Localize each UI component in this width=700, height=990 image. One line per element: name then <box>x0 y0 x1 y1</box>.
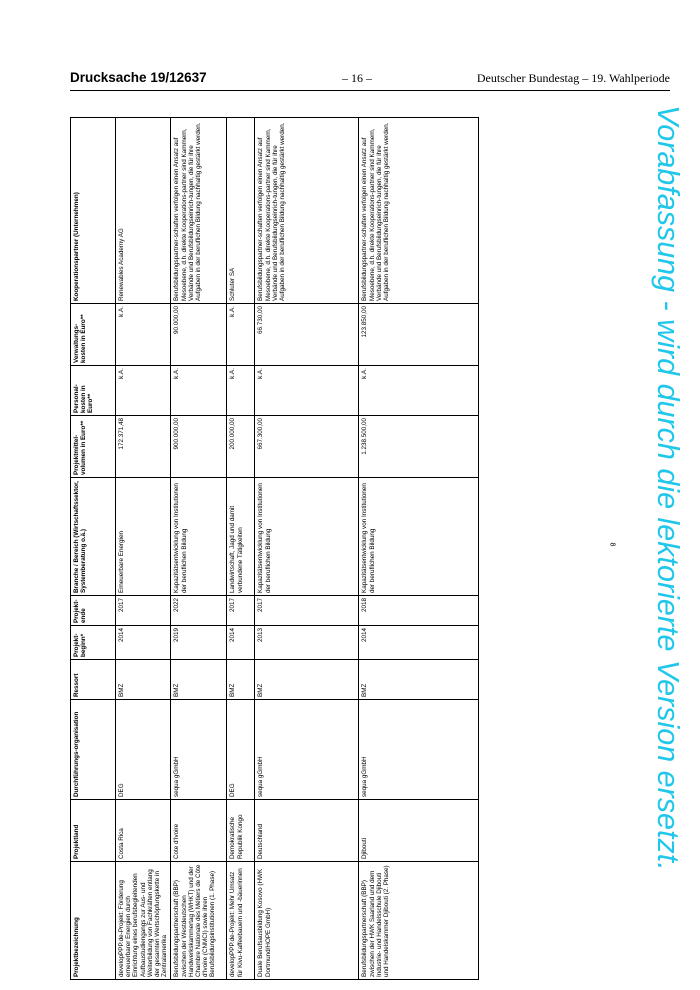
cell-verwaltung: k.A. <box>227 304 255 366</box>
cell-name: Berufsbildungspartnerschaft (BBP) zwischen der HWK Saarland und dem Industrie- und Handelsschule Djibouti und Handelskammer Djibouti (2. Phase) <box>359 862 479 980</box>
cell-ressort: BMZ <box>171 660 227 700</box>
cell-land: Deutschland <box>255 800 359 862</box>
cell-personal: k.A. <box>227 366 255 416</box>
cell-name: Duale Berufsausbildung Kosovo (HWK Dortmund/HOPE GmbH) <box>255 862 359 980</box>
col-verwaltungskosten: Verwaltungs-kosten in Euro** <box>71 304 116 366</box>
cell-org: DEG <box>116 700 171 800</box>
cell-verwaltung: 123.850,00 <box>359 304 479 366</box>
table-row <box>227 118 255 980</box>
cell-branche: Kapazitätsentwicklung von Institutionen der beruflichen Bildung <box>171 478 227 596</box>
cell-verwaltung: 90.000,00 <box>171 304 227 366</box>
rotated-page-number: 8 <box>608 542 616 547</box>
table-row <box>359 118 479 980</box>
cell-branche: Landwirtschaft, Jagd und damit verbundene Tätigkeiten <box>227 478 255 596</box>
cell-partner: Berufsbildungspartner-schaften verfolgen einen Ansatz auf Mesoebene, d.h. direkte Kooperations-partner sind Kammern, Verbände und Berufsbildungseinrich-tungen, die für ihre Aufgaben in der beruflichen Bildung nachhaltig gestärkt werden. <box>359 118 479 304</box>
cell-name: developPPP.de-Projekt: Mehr Umsatz für Kivu-Kaffeebauern und -bäuerinnen <box>227 862 255 980</box>
col-ressort: Ressort <box>71 660 116 700</box>
cell-ressort: BMZ <box>255 660 359 700</box>
cell-branche: Erneuerbare Energien <box>116 478 171 596</box>
parliament-period: Deutscher Bundestag – 19. Wahlperiode <box>476 71 670 85</box>
cell-verwaltung: k.A. <box>116 304 171 366</box>
col-projektbezeichnung: Projektbezeichnung <box>71 862 116 980</box>
col-kooperationspartner: Kooperationspartner (Unternehmen) <box>71 118 116 304</box>
cell-beginn: 2014 <box>227 626 255 660</box>
col-durchfuehrungsorganisation: Durchführungs-organisation <box>71 700 116 800</box>
cell-personal: k.A. <box>171 366 227 416</box>
cell-partner: Berufsbildungspartner-schaften verfolgen einen Ansatz auf Mesoebene, d.h. direkte Kooperations-partner sind Kammern, Verbände und Berufsbildungseinrich-tungen, die für ihre Aufgaben in der beruflichen Bildung nachhaltig gestärkt werden. <box>255 118 359 304</box>
cell-org: DEG <box>227 700 255 800</box>
cell-partner: Schluter SA <box>227 118 255 304</box>
cell-ende: 2022 <box>171 596 227 626</box>
col-personalkosten: Personal-kosten in Euro** <box>71 366 116 416</box>
cell-ressort: BMZ <box>116 660 171 700</box>
drucksache-label: Drucksache 19/12637 <box>70 70 207 85</box>
cell-partner: Renewables Academy AG <box>116 118 171 304</box>
cell-volumen: 200.000,00 <box>227 416 255 478</box>
col-projektbeginn: Projekt-beginn* <box>71 626 116 660</box>
cell-volumen: 667.300,00 <box>255 416 359 478</box>
cell-beginn: 2013 <box>255 626 359 660</box>
cell-org: sequa gGmbH <box>171 700 227 800</box>
cell-land: Djibouti <box>359 800 479 862</box>
cell-volumen: 900.000,00 <box>171 416 227 478</box>
col-projektende: Projekt-ende <box>71 596 116 626</box>
cell-ende: 2017 <box>227 596 255 626</box>
watermark-container <box>608 105 698 925</box>
page-indicator: – 16 – <box>342 71 372 85</box>
cell-name: developPPP.de-Projekt: Förderung erneuerbarer Energien durch Einrichtung eines berufsbegleitenden Aufbaustudiengangs zur Aus- und Weiterbildung von Fachkräften entlang der gesamten Wertschöpfungskette in Zentralamerika <box>116 862 171 980</box>
col-branche: Branche / Bereich (Wirtschaftssektor, Systemberatung o.ä.) <box>71 478 116 596</box>
cell-org: sequa gGmbH <box>255 700 359 800</box>
cell-partner: Berufsbildungspartner-schaften verfolgen einen Ansatz auf Mesoebene, d.h. direkte Kooperations-partner sind Kammern, Verbände und Berufsbildungseinrich-tungen, die für ihre Aufgaben in der beruflichen Bildung nachhaltig gestärkt werden. <box>171 118 227 304</box>
project-table <box>70 117 479 980</box>
cell-beginn: 2014 <box>116 626 171 660</box>
cell-personal: k.A. <box>255 366 359 416</box>
cell-org: sequa gGmbH <box>359 700 479 800</box>
cell-ende: 2018 <box>359 596 479 626</box>
table-row <box>171 118 227 980</box>
watermark-text: Vorabfassung - wird durch die lektorierte Version ersetzt. <box>651 105 685 871</box>
cell-volumen: 1.238.500,00 <box>359 416 479 478</box>
cell-branche: Kapazitätsentwicklung von Institutionen der beruflichen Bildung <box>359 478 479 596</box>
table-container <box>70 118 570 980</box>
page-header <box>70 70 670 90</box>
cell-name: Berufsbildungspartnerschaft (BBP) zwischen der Westdeutschen Handwerkskammertag (WHKT) und der Chambre Nationale des Métiers de Côte d'Ivoire (CNMCI) sowie ihren Berufsbildungsinstitutionen (1. Phase) <box>171 862 227 980</box>
header-divider <box>70 90 670 91</box>
cell-beginn: 2019 <box>171 626 227 660</box>
table-header-row <box>71 118 116 980</box>
col-projektland: Projektland <box>71 800 116 862</box>
cell-personal: k.A. <box>359 366 479 416</box>
cell-branche: Kapazitätsentwicklung von Institutionen der beruflichen Bildung <box>255 478 359 596</box>
table-row <box>255 118 359 980</box>
cell-ende: 2017 <box>116 596 171 626</box>
cell-personal: k.A. <box>116 366 171 416</box>
table-row <box>116 118 171 980</box>
cell-land: Costa Rica <box>116 800 171 862</box>
cell-land: Cote d'Ivoire <box>171 800 227 862</box>
cell-land: Demokratische Republik Kongo <box>227 800 255 862</box>
cell-ressort: BMZ <box>227 660 255 700</box>
col-projektmittelvolumen: Projektmittel-volumen in Euro** <box>71 416 116 478</box>
cell-verwaltung: 66.730,00 <box>255 304 359 366</box>
cell-ende: 2017 <box>255 596 359 626</box>
cell-ressort: BMZ <box>359 660 479 700</box>
cell-volumen: 172.371,48 <box>116 416 171 478</box>
cell-beginn: 2014 <box>359 626 479 660</box>
